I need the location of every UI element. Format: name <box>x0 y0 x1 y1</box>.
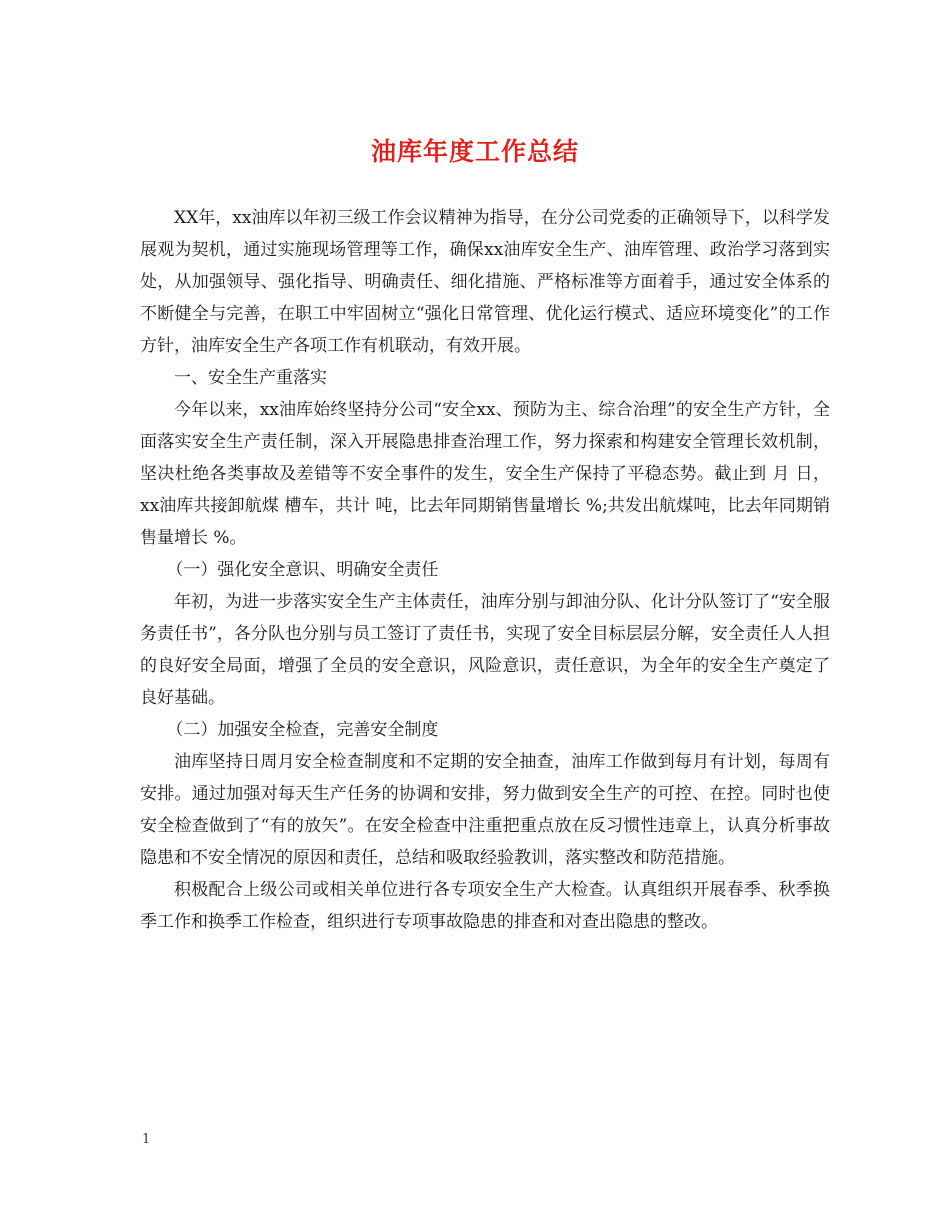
document-body <box>140 202 830 938</box>
paragraph-intro: XX年，xx油库以年初三级工作会议精神为指导，在分公司党委的正确领导下，以科学发展观为契机，通过实施现场管理等工作，确保xx油库安全生产、油库管理、政治学习落到实处，从加强领导、强化指导、明确责任、细化措施、严格标准等方面着手，通过安全体系的不断健全与完善，在职工中牢固树立“强化日常管理、优化运行模式、适应环境变化”的工作方针，油库安全生产各项工作有机联动，有效开展。 <box>140 208 830 356</box>
subsection-heading-inspection: （二）加强安全检查，完善安全制度 <box>166 720 439 740</box>
paragraph-safety: 今年以来，xx油库始终坚持分公司“安全xx、预防为主、综合治理”的安全生产方针，全面落实安全生产责任制，深入开展隐患排查治理工作，努力探索和构建安全管理长效机制，坚决杜绝各类事故及差错等不安全事件的发生，安全生产保持了平稳态势。截止到 月 日，xx油库共接卸航煤 槽车，共计 吨，比去年同期销售量增长 %;共发出航煤吨，比去年同期销售量增长 %。 <box>140 400 830 548</box>
subsection-heading-awareness: （一）强化安全意识、明确安全责任 <box>166 560 439 580</box>
document-title: 油库年度工作总结 <box>370 137 579 166</box>
paragraph-special-inspection: 积极配合上级公司或相关单位进行各专项安全生产大检查。认真组织开展春季、秋季换季工作和换季工作检查，组织进行专项事故隐患的排查和对查出隐患的整改。 <box>140 880 830 932</box>
page-number: 1 <box>142 1132 151 1147</box>
paragraph-awareness: 年初，为进一步落实安全生产主体责任，油库分别与卸油分队、化计分队签订了“安全服务责任书”，各分队也分别与员工签订了责任书，实现了安全目标层层分解，安全责任人人担的良好安全局面，增强了全员的安全意识，风险意识，责任意识，为全年的安全生产奠定了良好基础。 <box>140 592 830 708</box>
paragraph-inspection: 油库坚持日周月安全检查制度和不定期的安全抽查，油库工作做到每月有计划，每周有安排。通过加强对每天生产任务的协调和安排，努力做到安全生产的可控、在控。同时也使安全检查做到了“有的放矢”。在安全检查中注重把重点放在反习惯性违章上，认真分析事故隐患和不安全情况的原因和责任，总结和吸取经验教训，落实整改和防范措施。 <box>140 752 830 868</box>
section-heading-safety: 一、安全生产重落实 <box>174 368 327 388</box>
